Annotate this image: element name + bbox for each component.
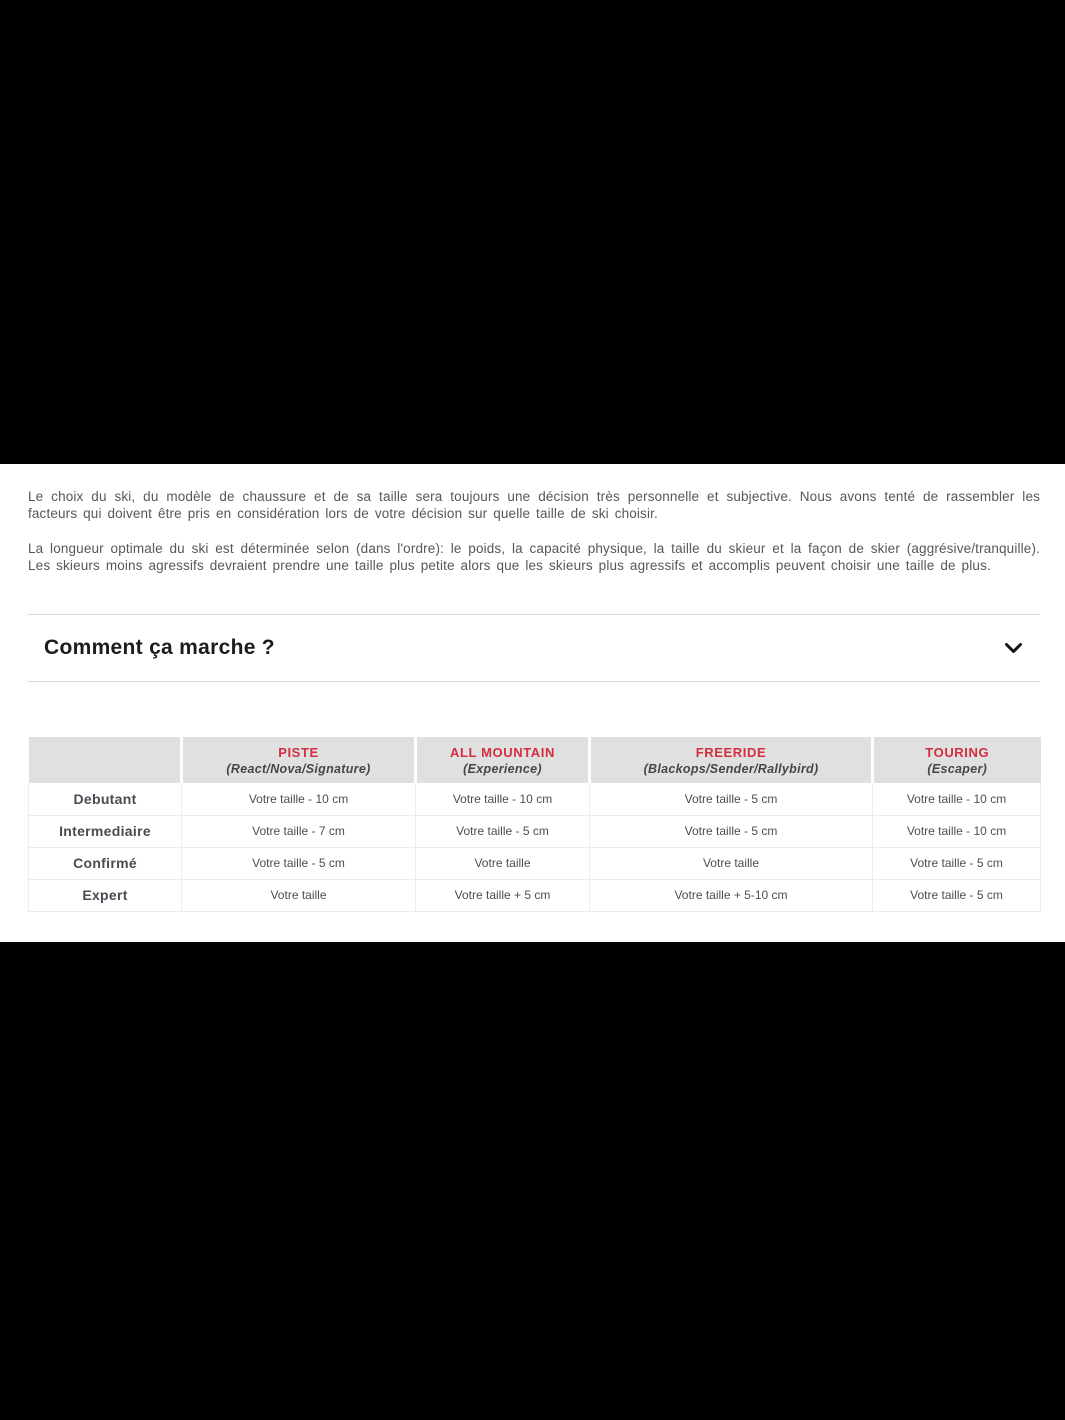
table-row-confirme (29, 847, 1041, 879)
table-cell: Votre taille - 10 cm (873, 815, 1041, 847)
ski-size-table (28, 737, 1041, 912)
table-cell: Votre taille - 5 cm (182, 847, 416, 879)
accordion-title: Comment ça marche ? (44, 636, 275, 659)
accordion-comment-ca-marche[interactable] (28, 614, 1040, 682)
intro-paragraph-1: Le choix du ski, du modèle de chaussure et de sa taille sera toujours une décision très personnelle et subjective. Nous avons tenté de rassembler les facteurs qui doivent être pris en considération lors de votre décision sur quelle taille de ski choisir. (28, 489, 1040, 521)
column-title: TOURING (925, 744, 990, 760)
table-header-row (29, 737, 1041, 783)
column-subtitle: (Escaper) (927, 761, 988, 776)
table-cell: Votre taille - 5 cm (590, 783, 873, 815)
column-subtitle: (Blackops/Sender/Rallybird) (643, 761, 819, 776)
intro-paragraph-2: La longueur optimale du ski est déterminée selon (dans l'ordre): le poids, la capacité physique, la taille du skieur et la façon de skier (aggrésive/tranquille). Les skieurs moins agressifs devraient prendre une taille plus petite alors que les skieurs plus agressifs et accomplis peuvent choisir une taille de plus. (28, 541, 1040, 573)
table-cell: Votre taille + 5-10 cm (590, 879, 873, 911)
table-row-intermediaire (29, 815, 1041, 847)
table-cell: Votre taille - 5 cm (873, 879, 1041, 911)
row-label-confirme: Confirmé (29, 847, 182, 879)
table-row-debutant (29, 783, 1041, 815)
row-label-debutant: Debutant (29, 783, 182, 815)
bottom-black-region (0, 942, 1065, 1420)
table-cell: Votre taille + 5 cm (416, 879, 590, 911)
table-corner-cell (29, 737, 182, 783)
column-header-touring (873, 737, 1041, 783)
column-title: ALL MOUNTAIN (450, 744, 555, 760)
table-cell: Votre taille (182, 879, 416, 911)
table-cell: Votre taille (416, 847, 590, 879)
ski-size-guide-section (0, 464, 1065, 942)
table-cell: Votre taille - 5 cm (873, 847, 1041, 879)
row-label-intermediaire: Intermediaire (29, 815, 182, 847)
table-cell: Votre taille - 10 cm (416, 783, 590, 815)
column-header-piste (182, 737, 416, 783)
column-subtitle: (Experience) (463, 761, 542, 776)
column-title: PISTE (278, 744, 319, 760)
column-title: FREERIDE (695, 744, 767, 760)
table-row-expert (29, 879, 1041, 911)
table-cell: Votre taille - 10 cm (182, 783, 416, 815)
table-cell: Votre taille - 5 cm (590, 815, 873, 847)
chevron-down-icon[interactable] (1005, 643, 1022, 654)
top-black-region (0, 0, 1065, 464)
table-cell: Votre taille - 5 cm (416, 815, 590, 847)
table-cell: Votre taille - 10 cm (873, 783, 1041, 815)
column-header-freeride (590, 737, 873, 783)
table-cell: Votre taille (590, 847, 873, 879)
row-label-expert: Expert (29, 879, 182, 911)
column-header-all-mountain (416, 737, 590, 783)
column-subtitle: (React/Nova/Signature) (226, 761, 371, 776)
table-cell: Votre taille - 7 cm (182, 815, 416, 847)
